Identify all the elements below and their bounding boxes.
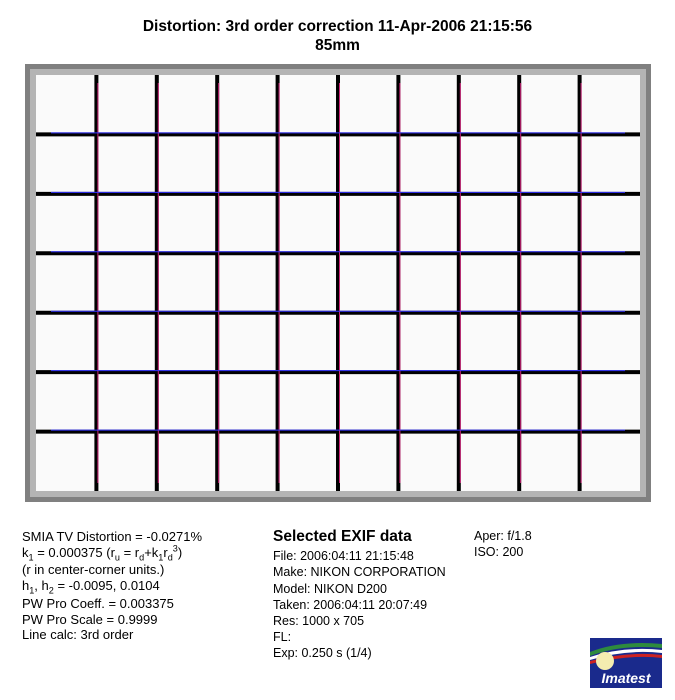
imatest-logo	[590, 638, 662, 688]
exif-iso: ISO: 200	[474, 545, 524, 559]
title-line-2: 85mm	[315, 37, 360, 54]
exif-aperture: Aper: f/1.8	[474, 529, 532, 543]
exif-make: Make: NIKON CORPORATION	[273, 565, 446, 580]
exif-fl: FL:	[273, 630, 292, 645]
k1-coefficient: $k_1 = 0.000375$ $(r_u = r_d+k_1r_d^3)$	[22, 543, 183, 563]
exif-heading: Selected EXIF data	[273, 528, 412, 545]
line-calc: Line calc: 3rd order	[22, 627, 134, 642]
distortion-stats	[22, 529, 202, 643]
chart-title	[0, 17, 675, 55]
distortion-grid-image	[25, 64, 651, 502]
exif-file: File: 2006:04:11 21:15:48	[273, 549, 414, 564]
svg-text:Imatest: Imatest	[601, 670, 651, 686]
title-line-1: Distortion: 3rd order correction 11-Apr-2006 21:15:56	[142, 18, 533, 35]
aperture-panel	[474, 528, 532, 560]
exif-exp: Exp: 0.250 s (1/4)	[273, 646, 372, 661]
smia-distortion: SMIA TV Distortion = -0.0271%	[22, 529, 203, 544]
pw-pro-coeff: PW Pro Coeff. = 0.003375	[22, 596, 174, 611]
exif-taken: Taken: 2006:04:11 20:07:49	[273, 597, 428, 612]
exif-panel	[273, 529, 446, 662]
pw-pro-scale: PW Pro Scale = 0.9999	[22, 611, 158, 627]
h-coefficients: $h_1$, $h_2 = -0.0095$, 0.0104	[22, 577, 160, 596]
units-note: (r in center-corner units.)	[22, 562, 165, 577]
exif-res: Res: 1000 x 705	[273, 614, 365, 629]
exif-model: Model: NIKON D200	[273, 581, 387, 596]
